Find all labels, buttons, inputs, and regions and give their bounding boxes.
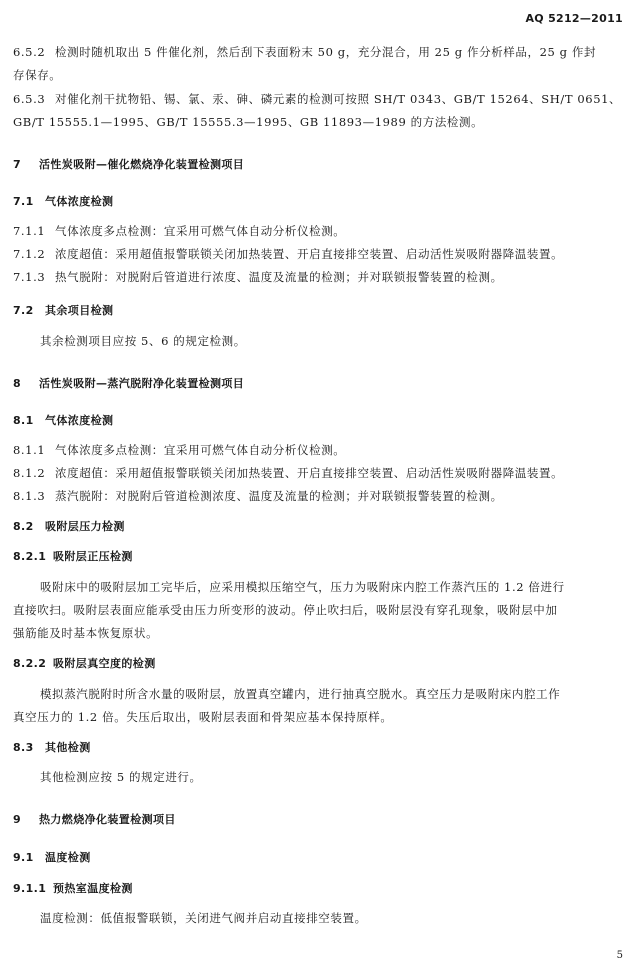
section-number: 7.2 xyxy=(13,304,34,317)
clause-number: 8.1.1 xyxy=(13,443,46,457)
section-number: 7 xyxy=(13,158,22,171)
clause-7-1-1 xyxy=(13,223,631,239)
section-title: 温度检测 xyxy=(45,851,91,864)
section-title: 活性炭吸附—蒸汽脱附净化装置检测项目 xyxy=(39,377,245,390)
clause-7-1-2 xyxy=(13,246,631,262)
paragraph-text: 强筋能及时基本恢复原状。 xyxy=(13,626,159,640)
paragraph-text: 真空压力的 1.2 倍。失压后取出，吸附层表面和骨架应基本保持原样。 xyxy=(13,710,393,724)
section-number: 9.1.1 xyxy=(13,882,47,895)
section-number: 8.1 xyxy=(13,414,34,427)
section-heading-7-2 xyxy=(13,302,631,318)
section-heading-9-1-1 xyxy=(13,880,631,896)
section-heading-9-1 xyxy=(13,849,631,865)
clause-text: 浓度超值：采用超值报警联锁关闭加热装置、开启直接排空装置、启动活性炭吸附器降温装置。 xyxy=(55,247,564,261)
paragraph-8-2-1-line3 xyxy=(13,625,631,641)
clause-text: 气体浓度多点检测：宜采用可燃气体自动分析仪检测。 xyxy=(55,443,346,457)
paragraph-9-1-1 xyxy=(40,910,641,926)
section-number: 8 xyxy=(13,377,22,390)
clause-number: 6.5.2 xyxy=(13,45,46,59)
paragraph-text: 模拟蒸汽脱附时所含水量的吸附层，放置真空罐内，进行抽真空脱水。真空压力是吸附床内腔工作 xyxy=(40,687,561,701)
paragraph-8-2-2-line2 xyxy=(13,709,631,725)
clause-text: 对催化剂干扰物铅、锡、氯、汞、砷、磷元素的检测可按照 SH/T 0343、GB/T 15264、SH/T 0651、 xyxy=(55,92,622,106)
paragraph-8-2-1-line2 xyxy=(13,602,631,618)
clause-number: 7.1.1 xyxy=(13,224,46,238)
paragraph-7-2 xyxy=(40,333,641,349)
section-title: 吸附层压力检测 xyxy=(45,520,125,533)
section-number: 8.2 xyxy=(13,520,34,533)
section-heading-8-1 xyxy=(13,412,631,428)
section-title: 气体浓度检测 xyxy=(45,414,114,427)
section-title: 气体浓度检测 xyxy=(45,195,114,208)
clause-number: 7.1.2 xyxy=(13,247,46,261)
clause-text: 气体浓度多点检测：宜采用可燃气体自动分析仪检测。 xyxy=(55,224,346,238)
section-number: 7.1 xyxy=(13,195,34,208)
section-heading-7-1 xyxy=(13,193,631,209)
clause-7-1-3 xyxy=(13,269,631,285)
paragraph-text: 其余检测项目应按 5、6 的规定检测。 xyxy=(40,334,246,348)
paragraph-text: 温度检测：低值报警联锁，关闭进气阀并启动直接排空装置。 xyxy=(40,911,367,925)
page-number: 5 xyxy=(616,950,623,961)
clause-6-5-2-cont xyxy=(13,67,631,83)
clause-number: 6.5.3 xyxy=(13,92,46,106)
section-heading-9 xyxy=(13,811,631,827)
section-title: 吸附层正压检测 xyxy=(53,550,133,563)
section-heading-8 xyxy=(13,375,631,391)
section-title: 热力燃烧净化装置检测项目 xyxy=(39,813,176,826)
clause-text: GB/T 15555.1—1995、GB/T 15555.3—1995、GB 11893—1989 的方法检测。 xyxy=(13,115,484,129)
section-title: 吸附层真空度的检测 xyxy=(53,657,156,670)
clause-number: 7.1.3 xyxy=(13,270,46,284)
section-heading-7 xyxy=(13,156,631,172)
section-number: 9.1 xyxy=(13,851,34,864)
clause-8-1-3 xyxy=(13,488,631,504)
paragraph-text: 吸附床中的吸附层加工完毕后，应采用模拟压缩空气，压力为吸附床内腔工作蒸汽压的 1.2 倍进行 xyxy=(40,580,565,594)
clause-6-5-3 xyxy=(13,91,631,107)
section-title: 活性炭吸附—催化燃烧净化装置检测项目 xyxy=(39,158,245,171)
clause-8-1-1 xyxy=(13,442,631,458)
section-title: 其他检测 xyxy=(45,741,91,754)
section-heading-8-3 xyxy=(13,739,631,755)
clause-number: 8.1.2 xyxy=(13,466,46,480)
clause-number: 8.1.3 xyxy=(13,489,46,503)
clause-text: 存保存。 xyxy=(13,68,62,82)
clause-text: 浓度超值：采用超值报警联锁关闭加热装置、开启直接排空装置、启动活性炭吸附器降温装置。 xyxy=(55,466,564,480)
section-heading-8-2 xyxy=(13,518,631,534)
standard-code: AQ 5212—2011 xyxy=(525,12,623,25)
section-number: 9 xyxy=(13,813,22,826)
clause-6-5-3-cont xyxy=(13,114,631,130)
paragraph-text: 其他检测应按 5 的规定进行。 xyxy=(40,770,202,784)
section-number: 8.2.2 xyxy=(13,657,47,670)
section-number: 8.2.1 xyxy=(13,550,47,563)
paragraph-8-2-2-line1 xyxy=(40,686,641,702)
clause-8-1-2 xyxy=(13,465,631,481)
paragraph-8-2-1-line1 xyxy=(40,579,641,595)
paragraph-8-3 xyxy=(40,769,641,785)
clause-6-5-2 xyxy=(13,44,631,60)
section-title: 预热室温度检测 xyxy=(53,882,133,895)
section-heading-8-2-1 xyxy=(13,548,631,564)
clause-text: 热气脱附：对脱附后管道进行浓度、温度及流量的检测；并对联锁报警装置的检测。 xyxy=(55,270,503,284)
paragraph-text: 直接吹扫。吸附层表面应能承受由压力所变形的波动。停止吹扫后，吸附层没有穿孔现象，吸附层中加 xyxy=(13,603,558,617)
clause-text: 蒸汽脱附：对脱附后管道检测浓度、温度及流量的检测；并对联锁报警装置的检测。 xyxy=(55,489,503,503)
section-heading-8-2-2 xyxy=(13,655,631,671)
section-number: 8.3 xyxy=(13,741,34,754)
clause-text: 检测时随机取出 5 件催化剂，然后刮下表面粉末 50 g，充分混合，用 25 g 作分析样品，25 g 作封 xyxy=(55,45,597,59)
section-title: 其余项目检测 xyxy=(45,304,114,317)
